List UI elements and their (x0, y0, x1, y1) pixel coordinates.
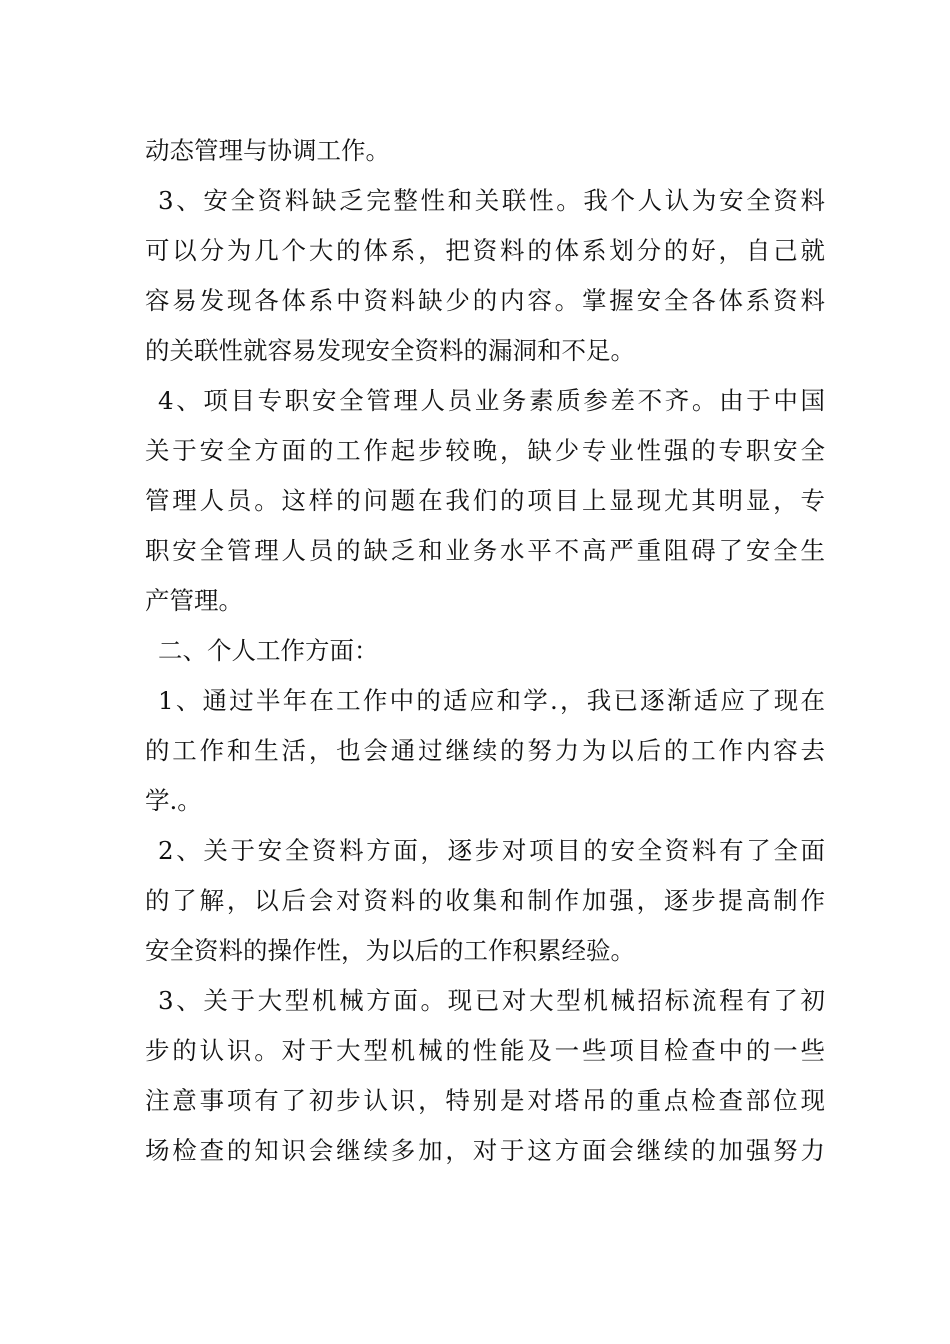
text-line: 安全资料的操作性，为以后的工作积累经验。 (145, 936, 635, 965)
text-line: 3、安全资料缺乏完整性和关联性。我个人认为安全资料 (158, 186, 825, 215)
text-line: 的关联性就容易发现安全资料的漏洞和不足。 (145, 336, 635, 365)
text-line: 产管理。 (145, 586, 243, 615)
text-line: 4、项目专职安全管理人员业务素质参差不齐。由于中国 (158, 386, 825, 415)
text-line: 注意事项有了初步认识，特别是对塔吊的重点检查部位现 (145, 1086, 825, 1115)
text-line: 动态管理与协调工作。 (145, 136, 390, 165)
text-line: 的工作和生活，也会通过继续的努力为以后的工作内容去 (145, 736, 825, 765)
text-line: 关于安全方面的工作起步较晚，缺少专业性强的专职安全 (145, 436, 825, 465)
text-line: 步的认识。对于大型机械的性能及一些项目检查中的一些 (145, 1036, 825, 1065)
text-line: 的了解，以后会对资料的收集和制作加强，逐步提高制作 (145, 886, 825, 915)
section-heading: 二、个人工作方面： (158, 636, 379, 665)
text-line: 学.。 (145, 786, 202, 815)
text-line: 1、通过半年在工作中的适应和学.，我已逐渐适应了现在 (158, 686, 825, 715)
text-line: 2、关于安全资料方面，逐步对项目的安全资料有了全面 (158, 836, 825, 865)
text-line: 管理人员。这样的问题在我们的项目上显现尤其明显，专 (145, 486, 825, 515)
text-line: 场检查的知识会继续多加，对于这方面会继续的加强努力 (145, 1136, 825, 1165)
text-line: 职安全管理人员的缺乏和业务水平不高严重阻碍了安全生 (145, 536, 825, 565)
text-line: 容易发现各体系中资料缺少的内容。掌握安全各体系资料 (145, 286, 825, 315)
text-line: 可以分为几个大的体系，把资料的体系划分的好，自己就 (145, 236, 825, 265)
text-line: 3、关于大型机械方面。现已对大型机械招标流程有了初 (158, 986, 825, 1015)
